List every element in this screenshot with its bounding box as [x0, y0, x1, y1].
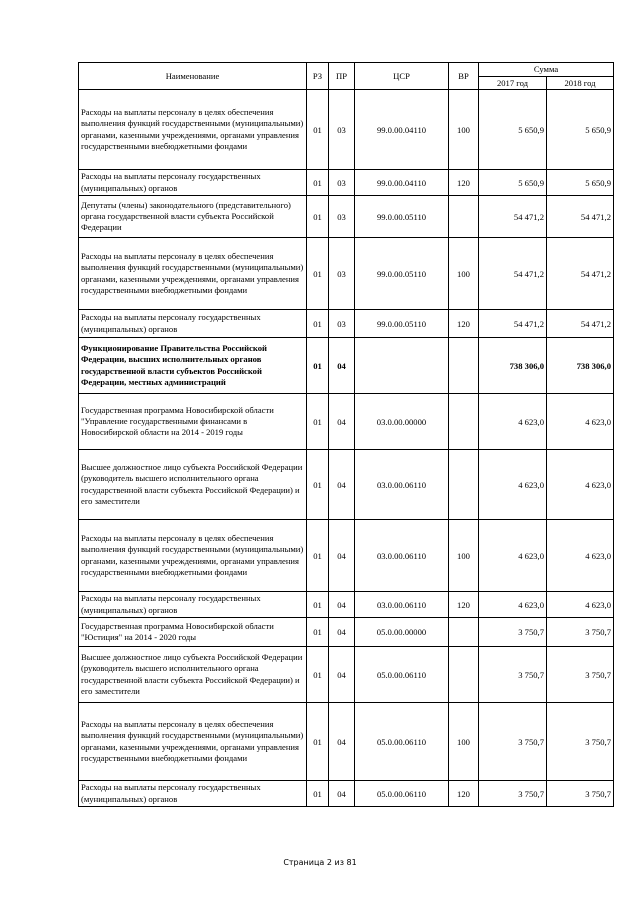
header-rz: РЗ — [307, 63, 329, 90]
header-sum: Сумма — [479, 63, 614, 77]
cell-2018: 5 650,9 — [547, 170, 614, 196]
cell-pr: 03 — [329, 310, 355, 338]
cell-2018: 54 471,2 — [547, 310, 614, 338]
header-name: Наименование — [79, 63, 307, 90]
header-csr: ЦСР — [355, 63, 449, 90]
cell-name: Расходы на выплаты персоналу государственных (муниципальных) органов — [79, 170, 307, 196]
cell-csr — [355, 338, 449, 394]
cell-rz: 01 — [307, 238, 329, 310]
table-row — [79, 618, 614, 647]
cell-2018: 3 750,7 — [547, 647, 614, 703]
cell-name: Расходы на выплаты персоналу государственных (муниципальных) органов — [79, 781, 307, 807]
cell-2018: 54 471,2 — [547, 196, 614, 238]
page-number: Страница 2 из 81 — [283, 858, 357, 867]
cell-csr: 99.0.00.05110 — [355, 310, 449, 338]
cell-vr: 120 — [449, 592, 479, 618]
header-year-2018: 2018 год — [547, 77, 614, 90]
cell-2018: 3 750,7 — [547, 618, 614, 647]
cell-2017: 4 623,0 — [479, 450, 547, 520]
table-row — [79, 592, 614, 618]
cell-2018: 54 471,2 — [547, 238, 614, 310]
cell-rz: 01 — [307, 338, 329, 394]
cell-2017: 4 623,0 — [479, 520, 547, 592]
cell-name: Государственная программа Новосибирской области "Юстиция" на 2014 - 2020 годы — [79, 618, 307, 647]
cell-2017: 54 471,2 — [479, 196, 547, 238]
cell-pr: 03 — [329, 170, 355, 196]
cell-2018: 4 623,0 — [547, 520, 614, 592]
cell-name: Высшее должностное лицо субъекта Российской Федерации (руководитель высшего исполнительного органа государственной власти субъекта Российской Федерации) и его заместители — [79, 647, 307, 703]
table-row — [79, 196, 614, 238]
cell-2018: 4 623,0 — [547, 592, 614, 618]
cell-vr: 120 — [449, 781, 479, 807]
cell-name: Расходы на выплаты персоналу в целях обеспечения выполнения функций государственными (муниципальными) органами, казенными учреждениями, органами управления государственными внебюджетными фондами — [79, 520, 307, 592]
cell-2017: 3 750,7 — [479, 781, 547, 807]
table-row — [79, 781, 614, 807]
cell-rz: 01 — [307, 520, 329, 592]
table-body — [79, 90, 614, 807]
cell-csr: 99.0.00.05110 — [355, 196, 449, 238]
cell-vr — [449, 647, 479, 703]
cell-pr: 04 — [329, 647, 355, 703]
cell-rz: 01 — [307, 90, 329, 170]
cell-2017: 3 750,7 — [479, 618, 547, 647]
cell-vr — [449, 196, 479, 238]
cell-rz: 01 — [307, 618, 329, 647]
cell-2018: 3 750,7 — [547, 781, 614, 807]
cell-name: Расходы на выплаты персоналу государственных (муниципальных) органов — [79, 310, 307, 338]
cell-csr: 05.0.00.06110 — [355, 647, 449, 703]
cell-2017: 3 750,7 — [479, 647, 547, 703]
cell-name: Депутаты (члены) законодательного (представительного) органа государственной власти субъекта Российской Федерации — [79, 196, 307, 238]
cell-csr: 03.0.00.06110 — [355, 592, 449, 618]
table-row — [79, 310, 614, 338]
cell-rz: 01 — [307, 592, 329, 618]
cell-vr: 100 — [449, 238, 479, 310]
cell-vr: 120 — [449, 170, 479, 196]
cell-csr: 05.0.00.06110 — [355, 703, 449, 781]
cell-rz: 01 — [307, 394, 329, 450]
cell-pr: 04 — [329, 781, 355, 807]
cell-2017: 738 306,0 — [479, 338, 547, 394]
cell-pr: 04 — [329, 592, 355, 618]
cell-2017: 3 750,7 — [479, 703, 547, 781]
cell-rz: 01 — [307, 781, 329, 807]
cell-csr: 03.0.00.06110 — [355, 450, 449, 520]
table-row — [79, 338, 614, 394]
cell-vr: 100 — [449, 703, 479, 781]
table-row — [79, 520, 614, 592]
table-row — [79, 450, 614, 520]
cell-name: Государственная программа Новосибирской области "Управление государственными финансами в Новосибирской области на 2014 - 2019 годы — [79, 394, 307, 450]
cell-vr: 120 — [449, 310, 479, 338]
cell-name: Функционирование Правительства Российской Федерации, высших исполнительных органов государственной власти субъектов Российской Федерации, местных администраций — [79, 338, 307, 394]
header-year-2017: 2017 год — [479, 77, 547, 90]
cell-vr — [449, 338, 479, 394]
cell-pr: 03 — [329, 238, 355, 310]
cell-2018: 4 623,0 — [547, 450, 614, 520]
cell-pr: 04 — [329, 450, 355, 520]
cell-2018: 5 650,9 — [547, 90, 614, 170]
cell-csr: 05.0.00.00000 — [355, 618, 449, 647]
cell-pr: 03 — [329, 196, 355, 238]
cell-vr — [449, 450, 479, 520]
cell-vr: 100 — [449, 520, 479, 592]
cell-vr — [449, 394, 479, 450]
header-pr: ПР — [329, 63, 355, 90]
cell-rz: 01 — [307, 647, 329, 703]
cell-2017: 54 471,2 — [479, 238, 547, 310]
cell-name: Расходы на выплаты персоналу в целях обеспечения выполнения функций государственными (муниципальными) органами, казенными учреждениями, органами управления государственными внебюджетными фондами — [79, 238, 307, 310]
cell-vr: 100 — [449, 90, 479, 170]
cell-csr: 03.0.00.00000 — [355, 394, 449, 450]
cell-rz: 01 — [307, 450, 329, 520]
budget-table — [78, 62, 614, 807]
cell-pr: 04 — [329, 520, 355, 592]
cell-csr: 99.0.00.05110 — [355, 238, 449, 310]
cell-name: Расходы на выплаты персоналу в целях обеспечения выполнения функций государственными (муниципальными) органами, казенными учреждениями, органами управления государственными внебюджетными фондами — [79, 90, 307, 170]
cell-pr: 04 — [329, 394, 355, 450]
cell-2017: 4 623,0 — [479, 394, 547, 450]
cell-vr — [449, 618, 479, 647]
table-row — [79, 647, 614, 703]
cell-pr: 04 — [329, 618, 355, 647]
table-row — [79, 703, 614, 781]
cell-2017: 5 650,9 — [479, 170, 547, 196]
cell-rz: 01 — [307, 170, 329, 196]
cell-csr: 99.0.00.04110 — [355, 90, 449, 170]
cell-csr: 05.0.00.06110 — [355, 781, 449, 807]
cell-pr: 04 — [329, 703, 355, 781]
table-row — [79, 394, 614, 450]
cell-2018: 738 306,0 — [547, 338, 614, 394]
cell-name: Расходы на выплаты персоналу в целях обеспечения выполнения функций государственными (муниципальными) органами, казенными учреждениями, органами управления государственными внебюджетными фондами — [79, 703, 307, 781]
cell-rz: 01 — [307, 310, 329, 338]
cell-2017: 5 650,9 — [479, 90, 547, 170]
table-row — [79, 90, 614, 170]
cell-pr: 03 — [329, 90, 355, 170]
cell-2017: 4 623,0 — [479, 592, 547, 618]
cell-rz: 01 — [307, 703, 329, 781]
cell-2017: 54 471,2 — [479, 310, 547, 338]
cell-rz: 01 — [307, 196, 329, 238]
cell-name: Расходы на выплаты персоналу государственных (муниципальных) органов — [79, 592, 307, 618]
cell-csr: 03.0.00.06110 — [355, 520, 449, 592]
cell-2018: 3 750,7 — [547, 703, 614, 781]
table-row — [79, 170, 614, 196]
cell-csr: 99.0.00.04110 — [355, 170, 449, 196]
header-vr: ВР — [449, 63, 479, 90]
cell-2018: 4 623,0 — [547, 394, 614, 450]
cell-pr: 04 — [329, 338, 355, 394]
cell-name: Высшее должностное лицо субъекта Российской Федерации (руководитель высшего исполнительного органа государственной власти субъекта Российской Федерации) и его заместители — [79, 450, 307, 520]
table-row — [79, 238, 614, 310]
